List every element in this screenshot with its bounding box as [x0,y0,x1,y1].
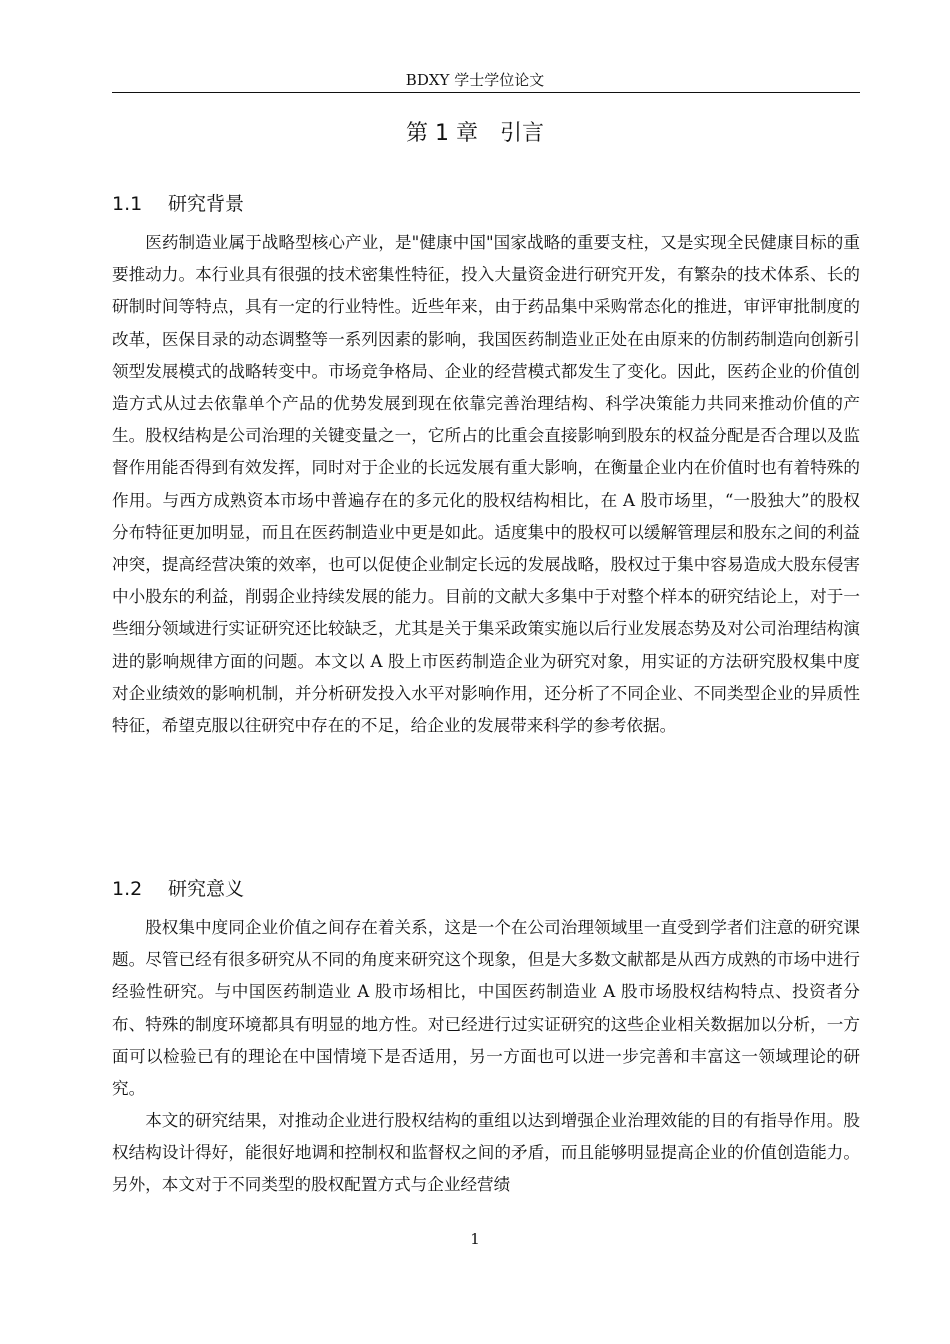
header-divider [112,92,860,93]
body-paragraph: 医药制造业属于战略型核心产业，是"健康中国"国家战略的重要支柱，又是实现全民健康目标的重要推动力。本行业具有很强的技术密集性特征，投入大量资金进行研究开发，有繁杂的技术体系、长的研制时间等特点，具有一定的行业特性。近些年来，由于药品集中采购常态化的推进，审评审批制度的改革，医保目录的动态调整等一系列因素的影响，我国医药制造业正处在由原来的仿制药制造向创新引领型发展模式的战略转变中。市场竞争格局、企业的经营模式都发生了变化。因此，医药企业的价值创造方式从过去依靠单个产品的优势发展到现在依靠完善治理结构、科学决策能力共同来推动价值的产生。股权结构是公司治理的关键变量之一，它所占的比重会直接影响到股东的权益分配是否合理以及监督作用能否得到有效发挥，同时对于企业的长远发展有重大影响，在衡量企业内在价值时也有着特殊的作用。与西方成熟资本市场中普遍存在的多元化的股权结构相比，在 A 股市场里，“一股独大”的股权分布特征更加明显，而且在医药制造业中更是如此。适度集中的股权可以缓解管理层和股东之间的利益冲突，提高经营决策的效率，也可以促使企业制定长远的发展战略，股权过于集中容易造成大股东侵害中小股东的利益，削弱企业持续发展的能力。目前的文献大多集中于对整个样本的研究结论上，对于一些细分领域进行实证研究还比较缺乏，尤其是关于集采政策实施以后行业发展态势及对公司治理结构演进的影响规律方面的问题。本文以 A 股上市医药制造企业为研究对象，用实证的方法研究股权集中度对企业绩效的影响机制，并分析研发投入水平对影响作用，还分析了不同企业、不同类型企业的异质性特征，希望克服以往研究中存在的不足，给企业的发展带来科学的参考依据。 [112,233,860,736]
section-title: 研究意义 [168,878,245,900]
section-title: 研究背景 [168,193,245,215]
body-paragraph: 股权集中度同企业价值之间存在着关系，这是一个在公司治理领域里一直受到学者们注意的研究课题。尽管已经有很多研究从不同的角度来研究这个现象，但是大多数文献都是从西方成熟的市场中进行经验性研究。与中国医药制造业 A 股市场相比，中国医药制造业 A 股市场股权结构特点、投资者分布、特殊的制度环境都具有明显的地方性。对已经进行过实证研究的这些企业相关数据加以分析，一方面可以检验已有的理论在中国情境下是否适用，另一方面也可以进一步完善和丰富这一领域理论的研究。 [112,918,860,1099]
body-paragraph: 本文的研究结果，对推动企业进行股权结构的重组以达到增强企业治理效能的目的有指导作用。股权结构设计得好，能很好地调和控制权和监督权之间的矛盾，而且能够明显提高企业的价值创造能力。另外，本文对于不同类型的股权配置方式与企业经营绩 [112,1111,860,1195]
chapter-title: 第 1 章 引言 [406,121,544,146]
section-number: 1.2 [112,878,143,900]
section-number: 1.1 [112,193,143,215]
page-number: 1 [470,1230,480,1248]
running-header: BDXY 学士学位论文 [405,71,545,89]
section-heading-1-2 [112,874,244,901]
section-heading-1-1 [112,189,244,216]
